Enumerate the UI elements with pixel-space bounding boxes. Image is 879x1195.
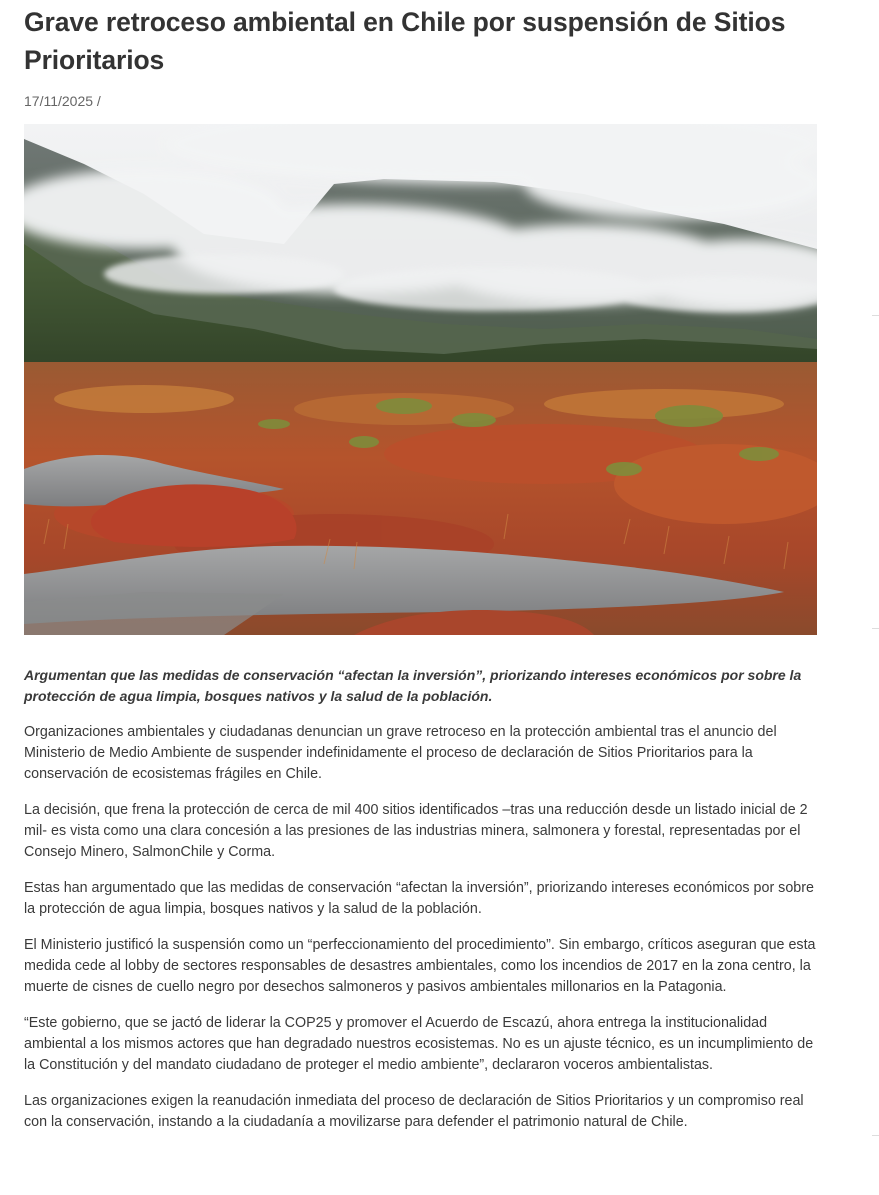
article-paragraph: Estas han argumentado que las medidas de conservación “afectan la inversión”, priorizando intereses económicos por sobre la protección de agua limpia, bosques nativos y la salud de la población. <box>24 880 814 917</box>
landscape-illustration <box>24 124 817 635</box>
article-title: Grave retroceso ambiental en Chile por suspensión de Sitios Prioritarios <box>24 7 786 75</box>
sidebar-divider <box>872 1135 879 1136</box>
article-date: 17/11/2025 / <box>24 93 101 109</box>
sidebar-divider <box>872 628 879 629</box>
article-paragraph: Las organizaciones exigen la reanudación inmediata del proceso de declaración de Sitios Prioritarios y un compromiso real con la conservación, instando a la ciudadanía a movilizarse para defender el patrimonio natural de Chile. <box>24 1093 804 1130</box>
sidebar-divider <box>872 315 879 316</box>
article-paragraph: Organizaciones ambientales y ciudadanas denuncian un grave retroceso en la protección ambiental tras el anuncio del Ministerio de Medio Ambiente de suspender indefinidamente el proceso de declaración de Sitios Prioritarios para la conservación de ecosistemas frágiles en Chile. <box>24 724 777 782</box>
article-lead: Argumentan que las medidas de conservación “afectan la inversión”, priorizando intereses económicos por sobre la protección de agua limpia, bosques nativos y la salud de la población. <box>24 667 802 704</box>
article <box>24 0 820 1133</box>
article-paragraph: La decisión, que frena la protección de cerca de mil 400 sitios identificados –tras una reducción desde un listado inicial de 2 mil- es vista como una clara concesión a las presiones de las industrias minera, salmonera y forestal, representadas por el Consejo Minero, SalmonChile y Corma. <box>24 802 808 860</box>
article-paragraph: “Este gobierno, que se jactó de liderar la COP25 y promover el Acuerdo de Escazú, ahora entrega la institucionalidad ambiental a los mismos actores que han degradado nuestros ecosistemas. No es un ajuste técnico, es un incumplimiento de la Constitución y del mandato ciudadano de proteger el medio ambiente”, declararon voceros ambientalistas. <box>24 1015 814 1073</box>
hero-image <box>24 124 817 635</box>
article-paragraph: El Ministerio justificó la suspensión como un “perfeccionamiento del procedimiento”. Sin embargo, críticos aseguran que esta medida cede al lobby de sectores responsables de desastres ambientales, como los incendios de 2017 en la zona centro, la muerte de cisnes de cuello negro por desechos salmoneros y pasivos ambientales millonarios en la Patagonia. <box>24 937 816 995</box>
